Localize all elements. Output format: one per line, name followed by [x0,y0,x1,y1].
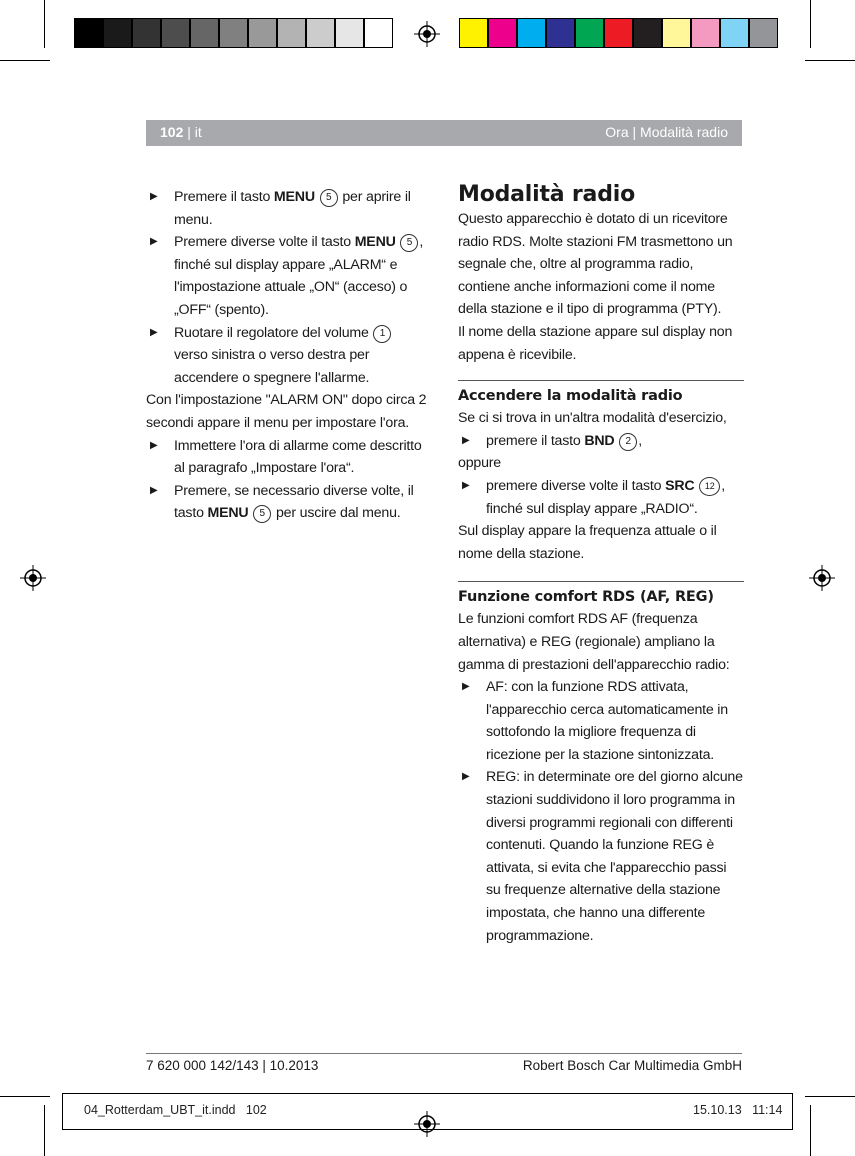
color-swatch [720,18,749,48]
slug-date: 15.10.13 11:14 [693,1103,783,1117]
key-number-badge: 5 [320,189,338,207]
registration-mark-icon [809,565,835,591]
publisher: Robert Bosch Car Multimedia GmbH [522,1058,742,1073]
bullet-arrow-icon: ▶ [150,236,158,248]
gray-color-bar [74,18,393,48]
language-label: | it [187,124,202,140]
paragraph: Sul display appare la frequenza attuale o il nome della stazione. [458,523,717,562]
bullet-arrow-icon: ▶ [150,484,158,496]
bullet-arrow-icon: ▶ [462,479,470,491]
paragraph: Questo apparecchio è dotato di un ricevitore radio RDS. Molte stazioni FM trasmettono un segnale che, oltre al programma radio, contiene anche informazioni come il nome della stazione e il tipo di programma (PTY). [458,211,733,318]
color-swatch [161,18,190,48]
color-swatch [190,18,219,48]
color-swatch [633,18,662,48]
list-item: ▶ premere diverse volte il tasto SRC 12 , finché sul display appare „RADIO“. [458,475,744,520]
bullet-arrow-icon: ▶ [150,439,158,451]
key-number-badge: 1 [373,325,391,343]
color-swatch [662,18,691,48]
crop-mark [805,60,855,61]
section-heading: Modalità radio [458,182,636,207]
bullet-arrow-icon: ▶ [462,681,470,693]
crop-mark [805,1096,855,1097]
list-item: ▶ Premere il tasto MENU 5 per aprire il menu. [146,186,428,231]
color-swatch [604,18,633,48]
list-item: ▶ Premere, se necessario diverse volte, il tasto MENU 5 per uscire dal menu. [146,480,428,525]
list-item: ▶ AF: con la funzione RDS attivata, l'apparecchio cerca automaticamente in sottofondo la migliore frequenza di ricezione per la stazione sintonizzata. [458,676,744,766]
paragraph: Le funzioni comfort RDS AF (frequenza alternativa) e REG (regionale) ampliano la gamma di prestazioni dell'apparecchio radio: [458,611,730,673]
paragraph: Se ci si trova in un'altra modalità d'esercizio, [458,410,727,427]
crop-mark [810,1105,811,1156]
color-swatch [248,18,277,48]
key-number-badge: 12 [699,477,720,496]
color-swatch [132,18,161,48]
key-number-badge: 5 [400,234,418,252]
crop-mark [0,60,50,61]
crop-mark [44,1105,45,1156]
paragraph: Con l'impostazione "ALARM ON" dopo circa 2 secondi appare il menu per impostare l'ora. [146,392,427,431]
footer-divider [146,1053,742,1054]
color-swatch [335,18,364,48]
document-number: 7 620 000 142/143 | 10.2013 [146,1058,319,1073]
color-swatch [546,18,575,48]
subsection-heading: Accendere la modalità radio [458,388,683,405]
color-swatch [219,18,248,48]
bullet-arrow-icon: ▶ [462,434,470,446]
key-number-badge: 5 [253,505,271,523]
color-swatch [749,18,778,48]
color-swatch [459,18,488,48]
list-item: ▶ Premere diverse volte il tasto MENU 5 , finché sul display appare „ALARM“ e l'impostazione attuale „ON“ (acceso) o „OFF“ (spento). [146,231,428,321]
key-number-badge: 2 [619,433,637,451]
divider [458,581,744,582]
color-swatch [364,18,393,48]
crop-mark [44,0,45,48]
color-swatch [74,18,103,48]
registration-mark-icon [414,21,440,47]
slug-file-name: 04_Rotterdam_UBT_it.indd 102 [84,1103,267,1117]
page-header [146,120,742,146]
color-swatch [488,18,517,48]
list-item: ▶ Immettere l'ora di allarme come descritto al paragrafo „Impostare l'ora“. [146,435,428,480]
section-title: Ora | Modalità radio [605,124,728,140]
paragraph: Il nome della stazione appare sul display non appena è ricevibile. [458,323,733,363]
color-bar [459,18,778,48]
bullet-arrow-icon: ▶ [150,191,158,202]
list-item: ▶ REG: in determinate ore del giorno alcune stazioni suddividono il loro programma in diversi programmi regionali con differenti contenuti. Quando la funzione REG è attivata, si evita che l'apparecchio passi su frequenze alternative della stazione impostata, che hanno una differente programmazione. [458,766,744,947]
subsection-heading: Funzione comfort RDS (AF, REG) [458,589,714,606]
bullet-arrow-icon: ▶ [150,326,158,338]
color-swatch [277,18,306,48]
bullet-arrow-icon: ▶ [462,771,470,783]
left-column [146,186,428,525]
crop-mark [810,0,811,48]
color-swatch [517,18,546,48]
list-item: ▶ premere il tasto BND 2 , [458,430,744,453]
right-column [458,182,744,947]
color-swatch [575,18,604,48]
paragraph: oppure [458,455,501,472]
color-swatch [306,18,335,48]
color-swatch [103,18,132,48]
registration-mark-icon [20,565,46,591]
list-item: ▶ Ruotare il regolatore del volume 1 verso sinistra o verso destra per accendere o spegnere l'allarme. [146,322,428,390]
page-number: 102 [160,124,184,140]
color-swatch [691,18,720,48]
divider [458,380,744,381]
crop-mark [0,1096,50,1097]
